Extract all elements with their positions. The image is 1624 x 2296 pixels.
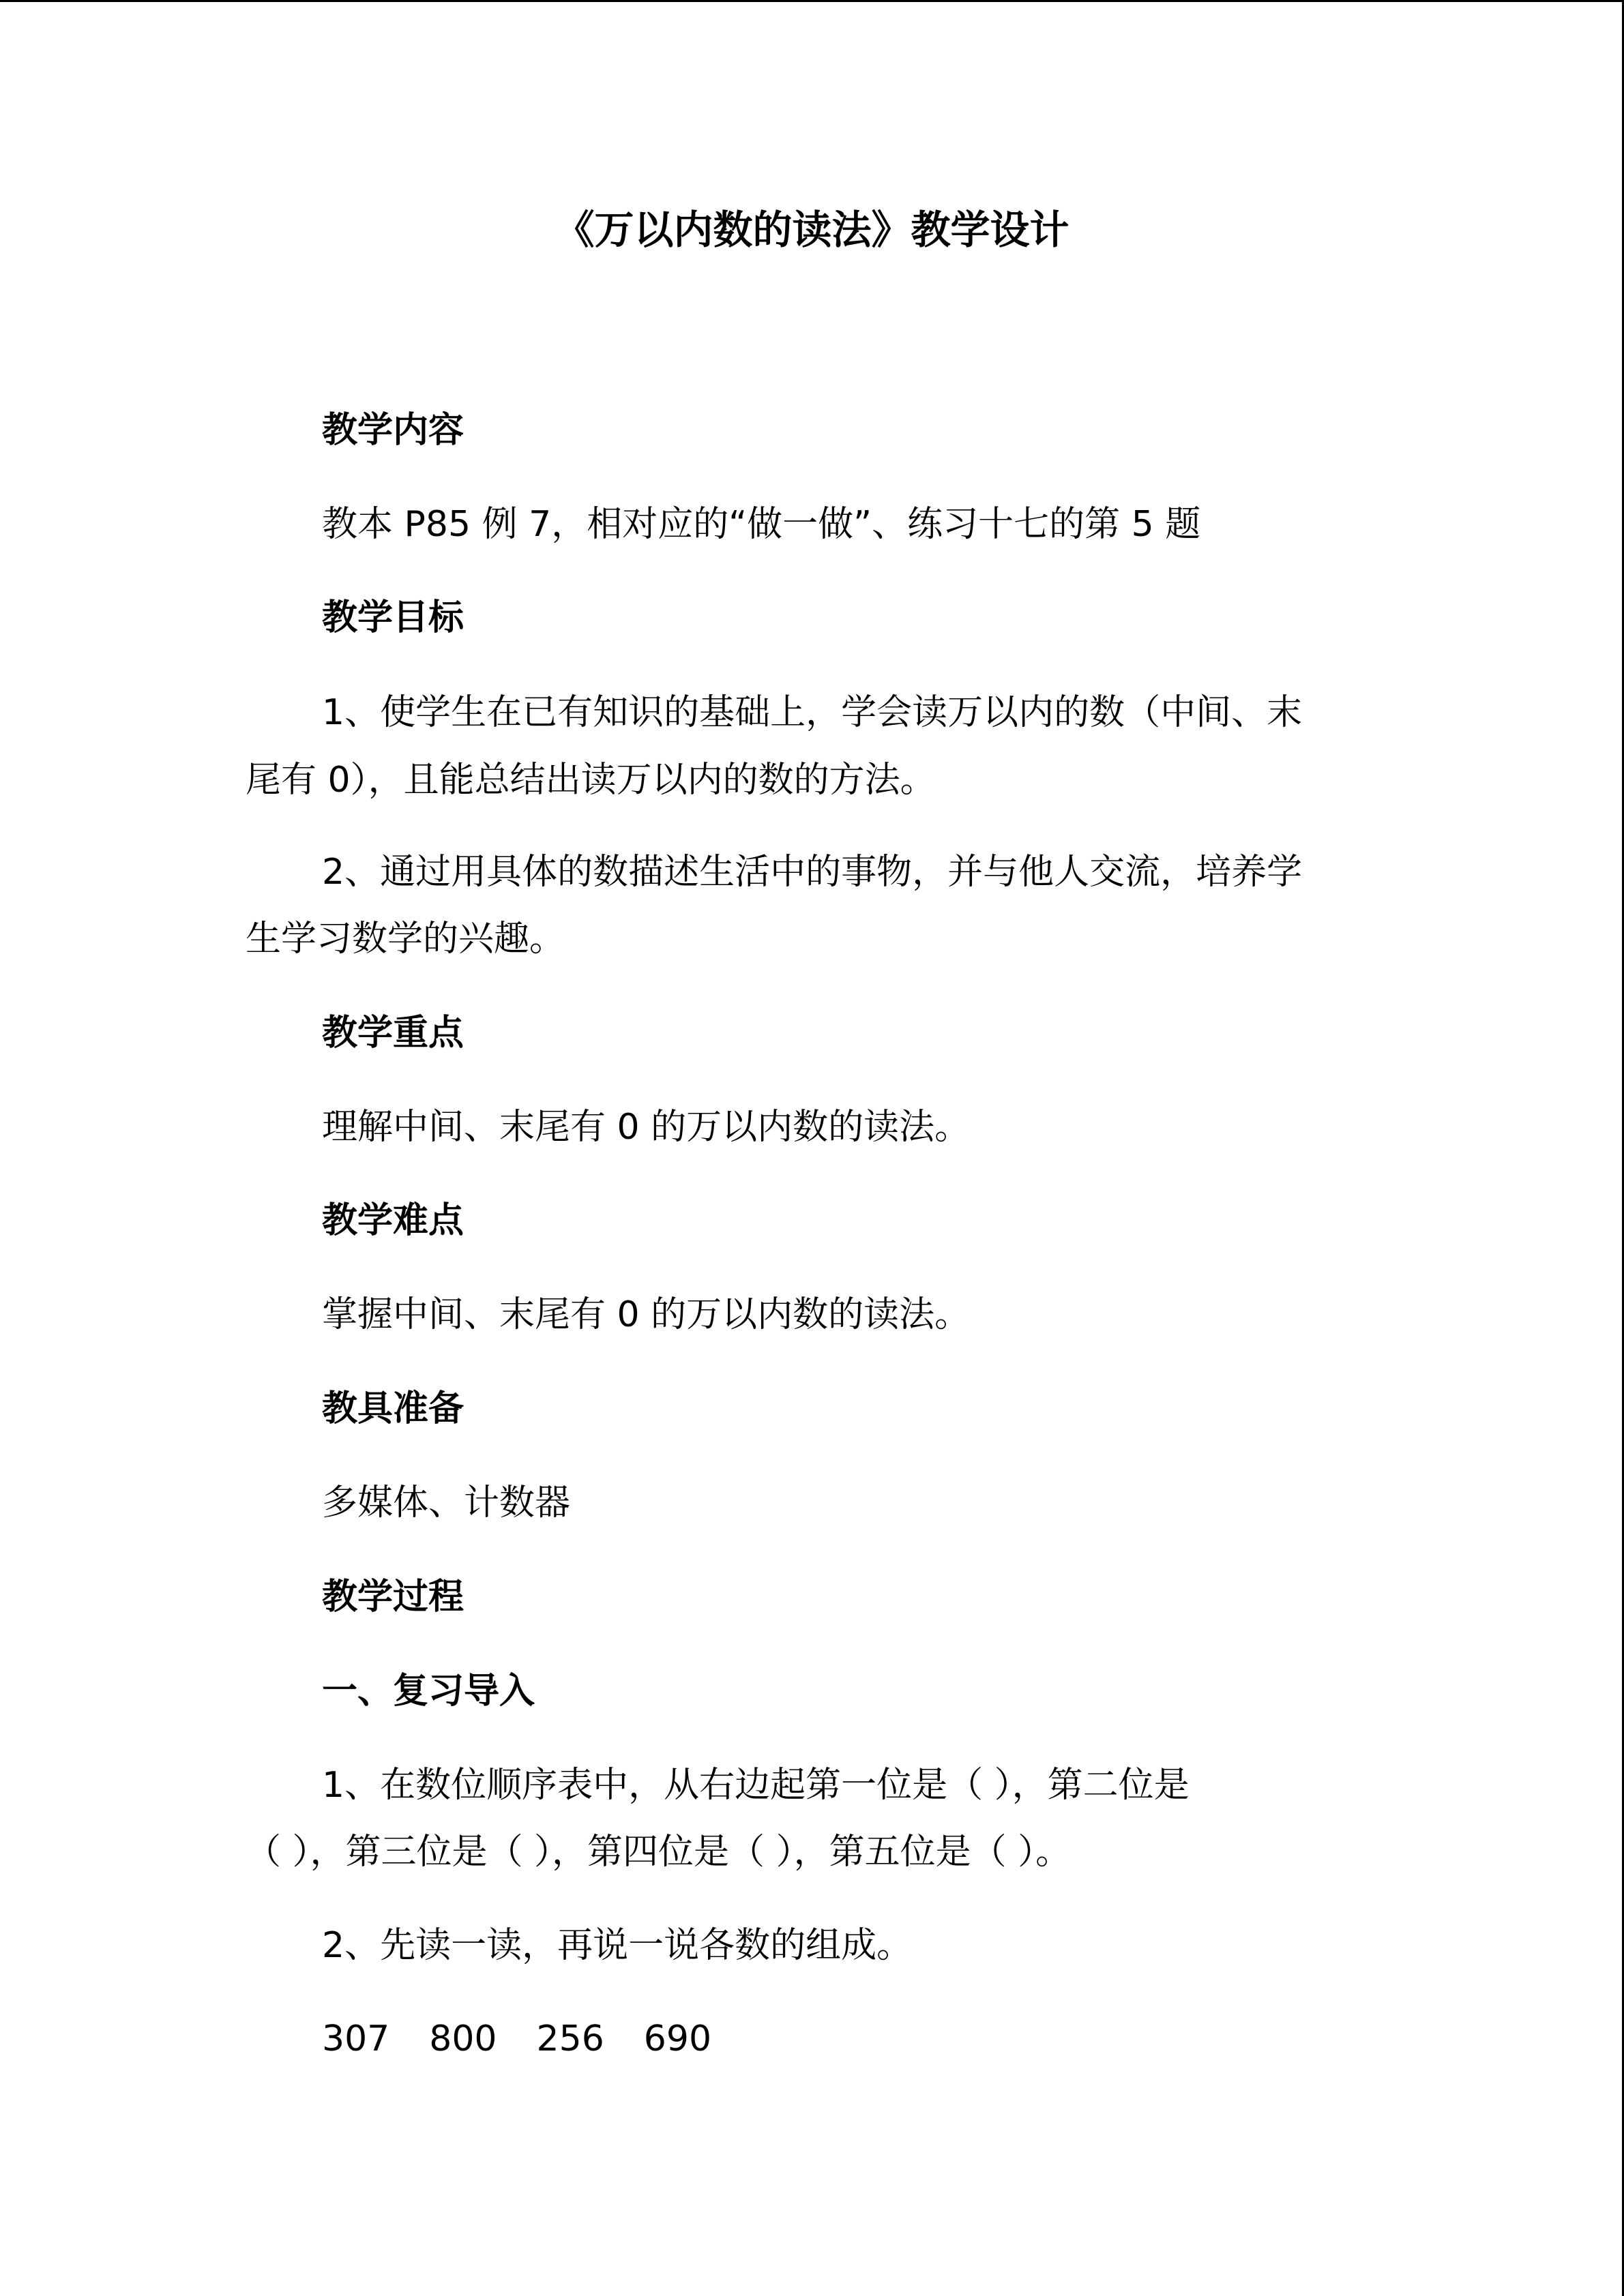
review-heading: 一、复习导入 — [322, 1671, 535, 1712]
tools-text: 多媒体、计数器 — [322, 1482, 571, 1523]
content-text: 教本 P85 例 7，相对应的“做一做”、练习十七的第 5 题 — [322, 504, 1201, 545]
number-item: 690 — [643, 2018, 712, 2059]
difficulty-heading: 教学难点 — [322, 1200, 464, 1241]
goal-heading: 教学目标 — [322, 597, 464, 638]
number-item: 307 — [322, 2018, 390, 2059]
goal-2-line2: 生学习数学的兴趣。 — [246, 919, 565, 959]
goal-1-line1: 1、使学生在已有知识的基础上，学会读万以内的数（中间、末 — [322, 692, 1303, 733]
number-item: 256 — [536, 2018, 604, 2059]
number-item: 800 — [429, 2018, 497, 2059]
review-2: 2、先读一读，再说一说各数的组成。 — [322, 1925, 913, 1966]
review-1-line1: 1、在数位顺序表中，从右边起第一位是（ ），第二位是 — [322, 1765, 1190, 1806]
number-list — [322, 2018, 751, 2060]
page-title: 《万以内数的读法》教学设计 — [555, 207, 1069, 253]
goal-1-line2: 尾有 0），且能总结出读万以内的数的方法。 — [246, 760, 936, 801]
key-heading: 教学重点 — [322, 1013, 464, 1054]
difficulty-text: 掌握中间、末尾有 0 的万以内数的读法。 — [322, 1294, 971, 1335]
key-text: 理解中间、末尾有 0 的万以内数的读法。 — [322, 1107, 971, 1148]
process-heading: 教学过程 — [322, 1577, 464, 1617]
tools-heading: 教具准备 — [322, 1388, 464, 1429]
goal-2-line1: 2、通过用具体的数描述生活中的事物，并与他人交流，培养学 — [322, 852, 1303, 893]
review-1-line2: （ ），第三位是（ ），第四位是（ ），第五位是（ ）。 — [246, 1832, 1072, 1873]
content-heading: 教学内容 — [322, 410, 464, 451]
